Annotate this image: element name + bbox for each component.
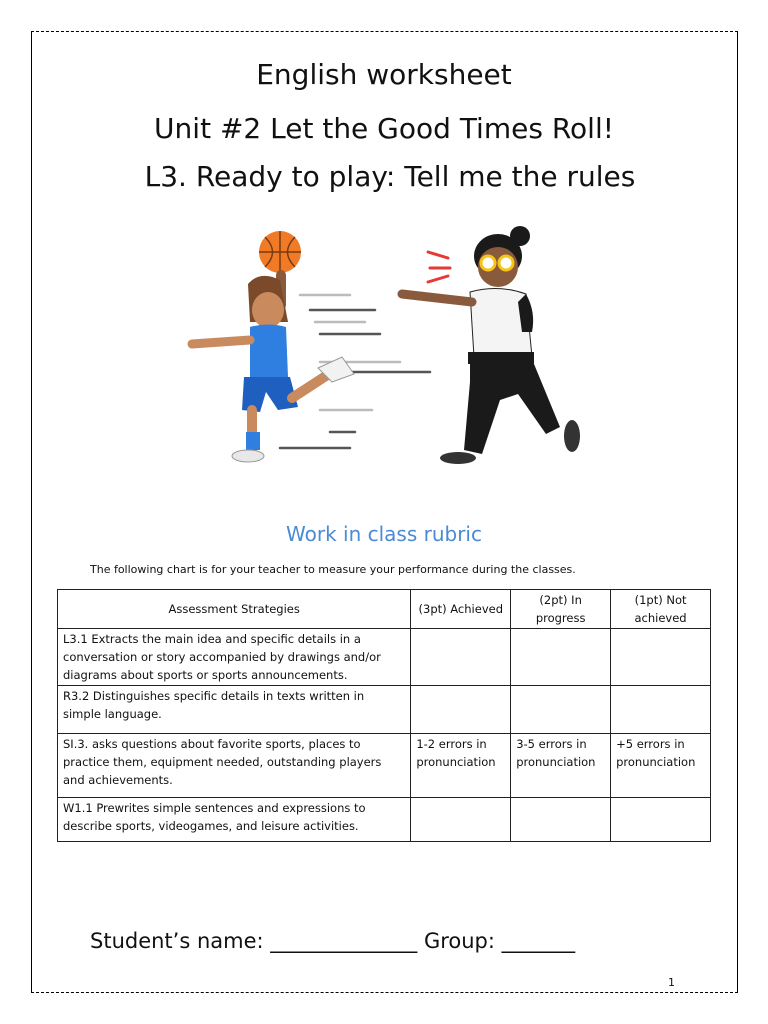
lesson-title: L3. Ready to play: Tell me the rules <box>144 160 636 193</box>
score-cell: 1-2 errors in pronunciation <box>411 734 511 798</box>
rubric-heading: Work in class rubric <box>286 522 482 546</box>
table-header-row <box>58 590 711 629</box>
motion-lines-icon <box>280 295 430 448</box>
column-header: (3pt) Achieved <box>411 590 511 629</box>
score-cell <box>611 629 711 686</box>
worksheet-title: English worksheet <box>256 58 512 91</box>
score-cell: +5 errors in pronunciation <box>611 734 711 798</box>
strategy-cell: W1.1 Prewrites simple sentences and expressions to describe sports, videogames, and leisure activities. <box>58 798 411 842</box>
score-cell <box>511 686 611 734</box>
table-row <box>58 798 711 842</box>
table-row <box>58 734 711 798</box>
referee-whistle-icon <box>402 226 580 464</box>
column-header: (1pt) Not achieved <box>611 590 711 629</box>
student-name-group-line: Student’s name: ______________ Group: _______ <box>90 929 576 953</box>
strategy-cell: R3.2 Distinguishes specific details in texts written in simple language. <box>58 686 411 734</box>
score-cell <box>411 629 511 686</box>
score-cell <box>411 686 511 734</box>
strategy-cell: L3.1 Extracts the main idea and specific details in a conversation or story accompanied by drawings and/or diagrams about sports or sports announcements. <box>58 629 411 686</box>
table-row <box>58 629 711 686</box>
score-cell <box>511 629 611 686</box>
page-number: 1 <box>668 976 675 989</box>
score-cell: 3-5 errors in pronunciation <box>511 734 611 798</box>
unit-title: Unit #2 Let the Good Times Roll! <box>154 112 614 145</box>
rubric-table <box>57 589 711 842</box>
column-header: (2pt) In progress <box>511 590 611 629</box>
score-cell <box>511 798 611 842</box>
strategy-cell: SI.3. asks questions about favorite sports, places to practice them, equipment needed, outstanding players and achievements. <box>58 734 411 798</box>
rubric-intro: The following chart is for your teacher to measure your performance during the classes. <box>90 563 576 576</box>
score-cell <box>611 686 711 734</box>
basketball-referee-illustration <box>180 222 600 472</box>
score-cell <box>411 798 511 842</box>
table-row <box>58 686 711 734</box>
score-cell <box>611 798 711 842</box>
basketball-player-icon <box>192 231 354 462</box>
column-header: Assessment Strategies <box>58 590 411 629</box>
